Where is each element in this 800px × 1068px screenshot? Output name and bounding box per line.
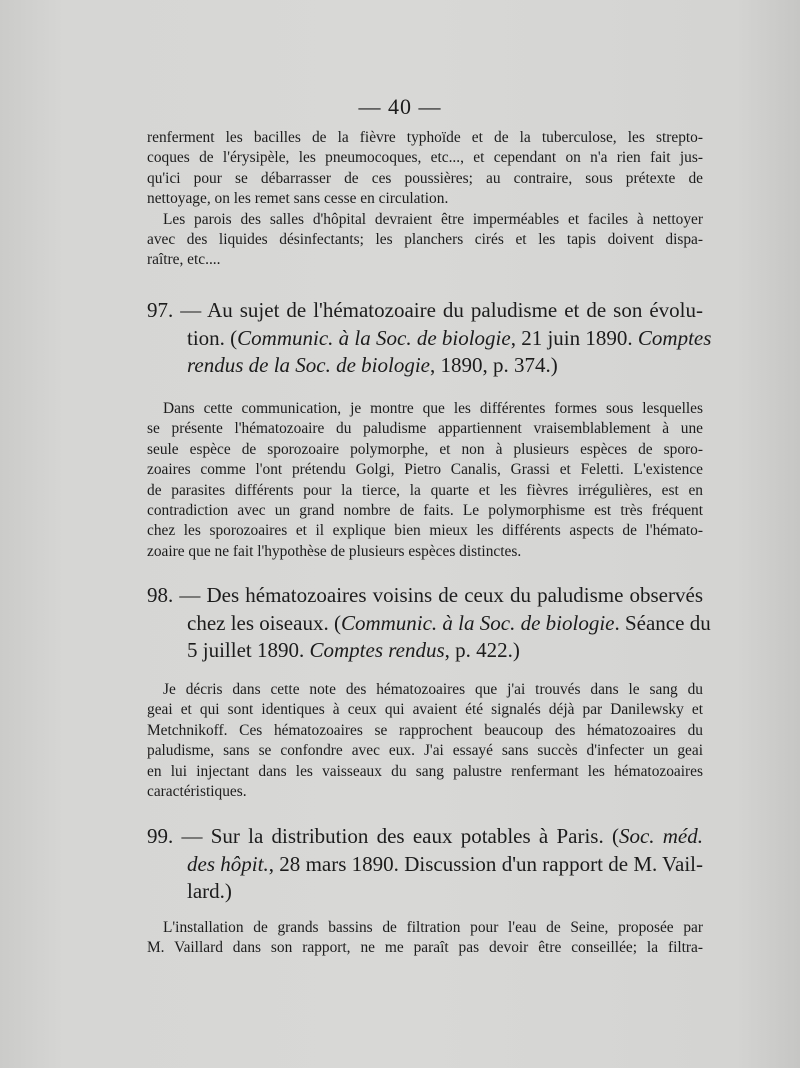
section-98-heading xyxy=(147,582,711,665)
heading-line: 99. — Sur la distribution des eaux potables à Paris. (Soc. méd. xyxy=(147,824,703,848)
text-line: nettoyage, on les remet sans cesse en circulation. xyxy=(147,190,449,208)
text-line: Je décris dans cette note des hématozoaires que j'ai trouvés dans le sang du xyxy=(163,681,703,698)
heading-line: 97. — Au sujet de l'hématozoaire du paludisme et de son évolu- xyxy=(147,298,703,322)
text-line: L'installation de grands bassins de filtration pour l'eau de Seine, proposée par xyxy=(163,919,703,936)
text-line: contradiction avec un grand nombre de faits. Le polymorphisme est très fréquent xyxy=(147,501,703,519)
heading-line: 5 juillet 1890. Comptes rendus, p. 422.) xyxy=(187,638,520,662)
text-line: caractéristiques. xyxy=(147,782,247,800)
text-line: zoaires comme l'ont prétendu Golgi, Pietro Canalis, Grassi et Feletti. L'existence xyxy=(147,461,703,479)
text-line: avec des liquides désinfectants; les planchers cirés et les tapis doivent dispa- xyxy=(147,230,703,248)
text-line: chez les sporozoaires et il explique bien mieux les différents aspects de l'hémato- xyxy=(147,522,703,540)
heading-line: rendus de la Soc. de biologie, 1890, p. 374.) xyxy=(187,353,558,377)
heading-line: 98. — Des hématozoaires voisins de ceux du paludisme observés xyxy=(147,583,703,607)
heading-line: des hôpit., 28 mars 1890. Discussion d'un rapport de M. Vail- xyxy=(187,851,703,876)
text-line: en lui injectant dans les vaisseaux du sang palustre renfermant les hématozoaires xyxy=(147,762,703,780)
heading-line: chez les oiseaux. (Communic. à la Soc. de biologie. Séance du xyxy=(187,610,711,635)
text-line: qu'ici pour se débarrasser de ces poussières; au contraire, sous prétexte de xyxy=(147,169,703,187)
heading-line: tion. (Communic. à la Soc. de biologie, 21 juin 1890. Comptes xyxy=(187,325,712,350)
text-line: se présente l'hématozoaire du paludisme appartiennent vraisemblablement à une xyxy=(147,420,703,438)
section-97-body xyxy=(147,399,703,562)
text-line: geai et qui sont identiques à ceux qui avaient été signalés déjà par Danilewsky et xyxy=(147,701,703,719)
section-97-heading xyxy=(147,297,712,380)
text-line: zoaire que ne fait l'hypothèse de plusieurs espèces distinctes. xyxy=(147,542,522,560)
text-line: de parasites différents pour la tierce, la quarte et les fièvres irrégulières, est en xyxy=(147,481,703,499)
text-line: paludisme, sans se confondre avec eux. J'ai essayé sans succès d'infecter un geai xyxy=(147,742,703,760)
text-line: coques de l'érysipèle, les pneumocoques, etc..., et cependant on n'a rien fait jus- xyxy=(147,149,703,167)
text-line: Les parois des salles d'hôpital devraient être imperméables et faciles à nettoyer xyxy=(163,210,703,228)
page-number: — 40 — xyxy=(358,94,442,119)
text-line: Dans cette communication, je montre que les différentes formes sous lesquelles xyxy=(163,400,703,417)
section-98-body xyxy=(147,680,703,802)
text-line: raître, etc.... xyxy=(147,251,221,269)
section-99-body xyxy=(147,918,703,959)
section-99-heading xyxy=(147,823,703,906)
text-line: renferment les bacilles de la fièvre typhoïde et de la tuberculose, les strepto- xyxy=(147,129,703,146)
text-line: seule espèce de sporozoaire polymorphe, et non à plusieurs espèces de sporo- xyxy=(147,440,703,458)
heading-line: lard.) xyxy=(187,879,232,903)
text-line: M. Vaillard dans son rapport, ne me paraît pas devoir être conseillée; la filtra- xyxy=(147,939,703,957)
intro-paragraph xyxy=(147,128,703,271)
text-line: Metchnikoff. Ces hématozoaires se rapprochent beaucoup des hématozoaires du xyxy=(147,721,703,739)
